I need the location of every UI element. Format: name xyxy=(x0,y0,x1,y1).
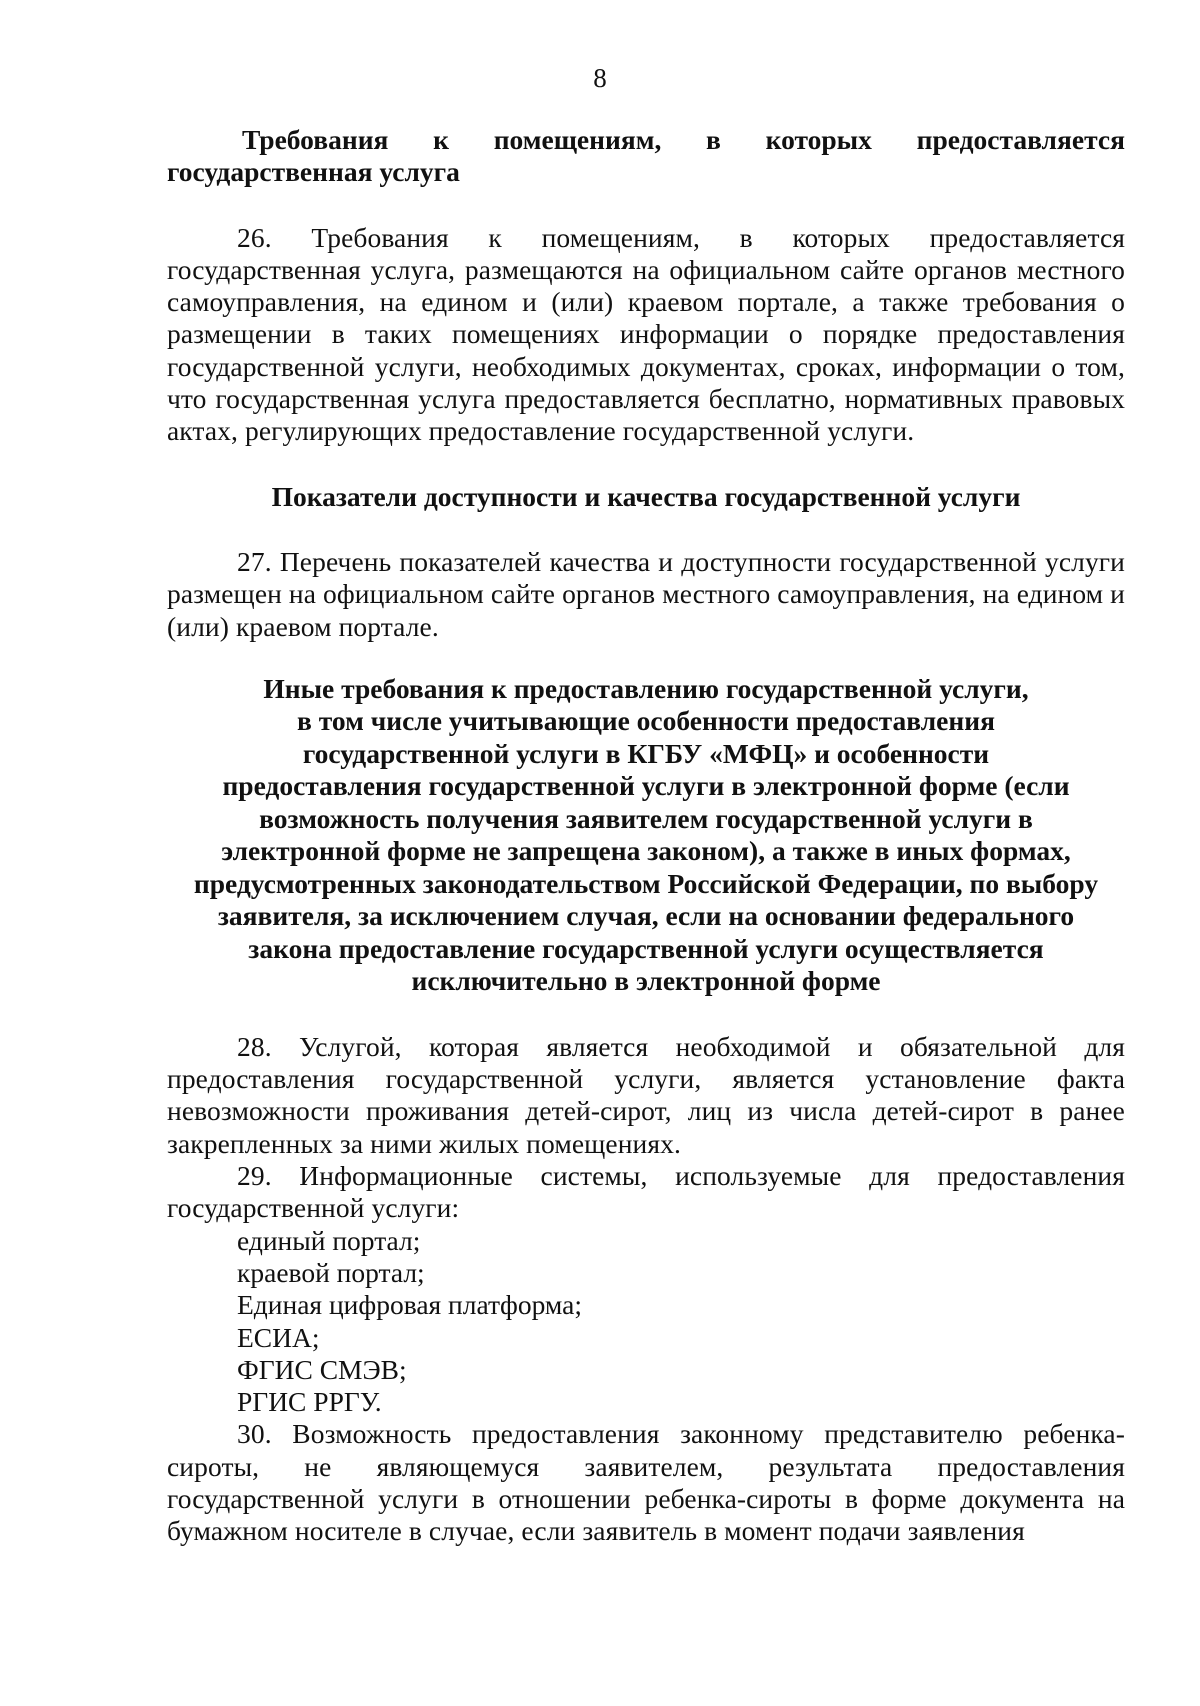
paragraph-29: 29. Информационные системы, используемые для предоставления государственной услуги: xyxy=(167,1160,1125,1224)
premises-heading: Требования к помещениям, в которых предоставляется государственная услуга xyxy=(167,124,1125,188)
list-item: ФГИС СМЭВ; xyxy=(237,1353,407,1385)
list-item: РГИС РРГУ. xyxy=(237,1386,382,1418)
heading-line: закона предоставление государственной услуги осуществляется xyxy=(248,932,1044,964)
paragraph-27: 27. Перечень показателей качества и доступности государственной услуги размещен на официальном сайте органов местного самоуправления, на едином и (или) краевом портале. xyxy=(167,545,1125,642)
heading-line: государственной услуги в КГБУ «МФЦ» и особенности xyxy=(302,737,990,769)
heading-line: в том числе учитывающие особенности предоставления xyxy=(297,705,995,737)
list-item: ЕСИА; xyxy=(237,1321,320,1353)
paragraph-28: 28. Услугой, которая является необходимой и обязательной для предоставления государственной услуги, является установление факта невозможности проживания детей-сирот, лиц из числа детей-сирот в ранее закрепленных за ними жилых помещениях. xyxy=(167,1030,1125,1159)
heading-line: заявителя, за исключением случая, если на основании федерального xyxy=(217,900,1075,932)
heading-line: Иные требования к предоставлению государственной услуги, xyxy=(263,672,1029,704)
document-body xyxy=(167,124,1125,1548)
other-requirements-heading xyxy=(167,673,1125,998)
paragraph-30: 30. Возможность предоставления законному представителю ребенка-сироты, не являющемуся заявителем, результата предоставления государственной услуги в отношении ребенка-сироты в форме документа на бумажном носителе в случае, если заявитель в момент подачи заявления xyxy=(167,1418,1125,1547)
heading-line: электронной форме не запрещена законом), а также в иных формах, xyxy=(221,835,1071,867)
list-item: краевой портал; xyxy=(237,1256,425,1288)
quality-heading: Показатели доступности и качества государственной услуги xyxy=(271,480,1021,512)
heading-line: предусмотренных законодательством Российской Федерации, по выбору xyxy=(193,867,1099,899)
list-item: единый портал; xyxy=(237,1224,421,1256)
heading-line: исключительно в электронной форме xyxy=(411,965,881,997)
list-item: Единая цифровая платформа; xyxy=(237,1289,582,1321)
heading-line: возможность получения заявителем государственной услуги в xyxy=(259,802,1033,834)
heading-line: предоставления государственной услуги в электронной форме (если xyxy=(222,770,1070,802)
paragraph-26: 26. Требования к помещениям, в которых предоставляется государственная услуга, размещаются на официальном сайте органов местного самоуправления, на едином и (или) краевом портале, а также требования о размещении в таких помещениях информации о порядке предоставления государственной услуги, необходимых документах, сроках, информации о том, что государственная услуга предоставляется бесплатно, нормативных правовых актах, регулирующих предоставление государственной услуги. xyxy=(167,221,1125,447)
information-systems-list xyxy=(167,1225,1125,1419)
page-number: 8 xyxy=(593,63,607,93)
